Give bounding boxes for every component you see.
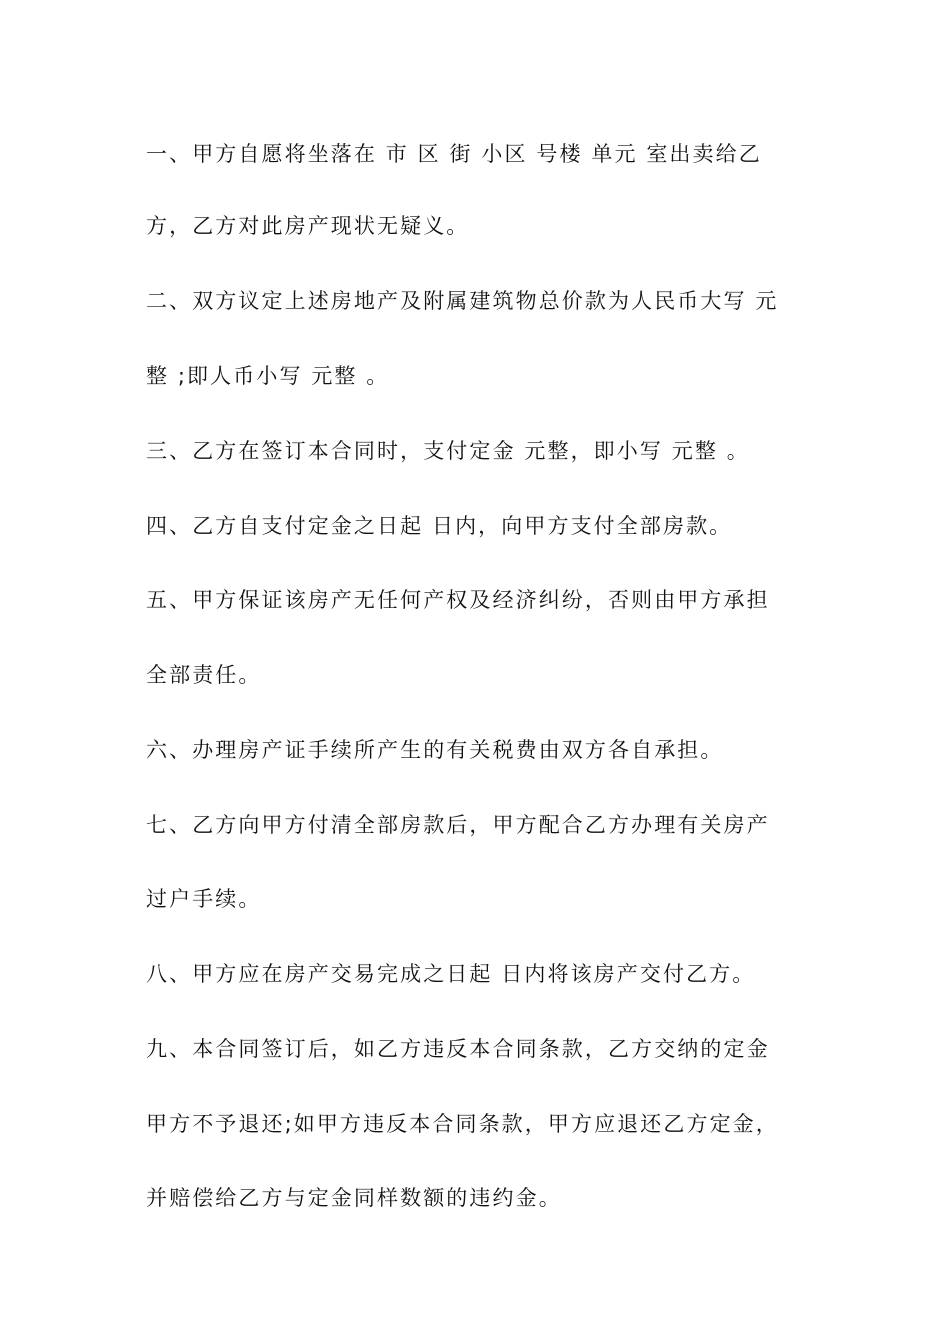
clause-7-line-2: 过户手续。 — [146, 887, 262, 911]
clause-6-line-1: 六、办理房产证手续所产生的有关税费由双方各自承担。 — [146, 738, 724, 762]
clause-9-line-1: 九、本合同签订后，如乙方违反本合同条款，乙方交纳的定金 — [146, 1037, 770, 1061]
clause-5-line-2: 全部责任。 — [146, 663, 262, 687]
clause-8-line-1: 八、甲方应在房产交易完成之日起 日内将该房产交付乙方。 — [146, 962, 756, 986]
clause-2-line-1: 二、双方议定上述房地产及附属建筑物总价款为人民币大写 元 — [146, 289, 779, 313]
clause-4-line-1: 四、乙方自支付定金之日起 日内，向甲方支付全部房款。 — [146, 514, 733, 538]
clause-5-line-1: 五、甲方保证该房产无任何产权及经济纠纷，否则由甲方承担 — [146, 588, 770, 612]
clause-1-line-1: 一、甲方自愿将坐落在 市 区 街 小区 号楼 单元 室出卖给乙 — [146, 142, 762, 166]
clause-1-line-2: 方，乙方对此房产现状无疑义。 — [146, 214, 470, 238]
clause-9-line-2: 甲方不予退还;如甲方违反本合同条款，甲方应退还乙方定金， — [146, 1112, 779, 1136]
clause-9-line-3: 并赔偿给乙方与定金同样数额的违约金。 — [146, 1186, 562, 1210]
clause-7-line-1: 七、乙方向甲方付清全部房款后，甲方配合乙方办理有关房产 — [146, 813, 770, 837]
clause-2-line-2: 整 ;即人币小写 元整 。 — [146, 364, 390, 388]
clause-3-line-1: 三、乙方在签订本合同时，支付定金 元整，即小写 元整 。 — [146, 439, 750, 463]
